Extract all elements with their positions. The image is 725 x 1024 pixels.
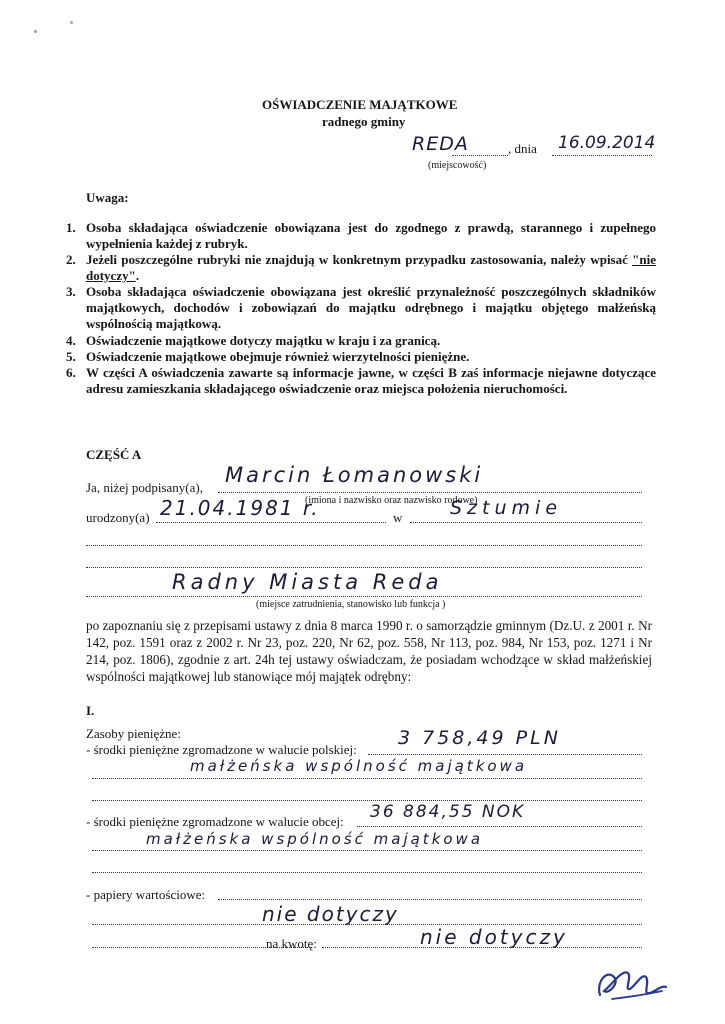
note-text: Osoba składająca oświadczenie obowiązana jest określić przynależność poszczególnych składników majątkowych, dochodów i zobowiązań do majątku odrębnego i majątku objętego małżeńską wspólnością majątkową. (86, 284, 656, 331)
foreign-value: 36 884,55 NOK (370, 802, 526, 822)
section-numeral: I. (86, 703, 95, 718)
blank-dotted-line (86, 545, 642, 546)
pln-note: małżeńska wspólność majątkowa (190, 757, 528, 775)
blank-dotted-line (92, 872, 642, 873)
note-text: W części A oświadczenia zawarte są informacje jawne, w części B zaś informacje niejawne dotyczące adresu zamieszkania składającego oświadczenie oraz miejsca położenia nieruchomości. (86, 365, 656, 396)
note-item-4 (66, 333, 656, 349)
note-text: Osoba składająca oświadczenie obowiązana jest do zgodnego z prawdą, starannego i zupełnego wypełnienia każdej z rubryk. (86, 220, 656, 251)
note-text: Jeżeli poszczególne rubryki nie znajdują w konkretnym przypadku zastosowania, należy wpisać (86, 252, 633, 267)
securities-dotted-line (218, 899, 642, 900)
foreign-note-dotted-line (92, 850, 642, 851)
date-prefix: , dnia (508, 141, 537, 156)
name-dotted-line (218, 492, 642, 493)
born-label: urodzony(a) (86, 510, 150, 525)
signature-initials (592, 955, 672, 1005)
amount-dotted-line (322, 947, 642, 948)
foreign-label: - środki pieniężne zgromadzone w walucie obcej: (86, 814, 344, 829)
blank-dotted-line (92, 800, 642, 801)
foreign-note: małżeńska wspólność majątkowa (146, 830, 484, 848)
signed-label: Ja, niżej podpisany(a), (86, 480, 203, 495)
legal-statement: po zapoznaniu się z przepisami ustawy z dnia 8 marca 1990 r. o samorządzie gminnym (Dz.U. z 2001 r. Nr 142, poz. 1591 oraz z 2002 r. Nr 23, poz. 220, Nr 62, poz. 558, Nr 113, poz. 984, Nr 153, poz. 1271 i Nr 214, poz. 1806), zgodnie z art. 24h tej ustawy oświadczam, że posiadam wchodzące w skład małżeńskiej wspólności majątkowej lub stanowiące mój majątek odrębny: (86, 618, 652, 684)
note-text-end: . (135, 268, 140, 283)
place-caption: (miejscowość) (428, 160, 487, 171)
note-number: 6. (66, 365, 76, 380)
form-subtitle: radnego gminy (322, 114, 406, 129)
pln-dotted-line (368, 754, 642, 755)
amount-label: na kwotę: (266, 936, 317, 951)
amount-value: nie dotyczy (420, 925, 568, 949)
foreign-dotted-line (357, 826, 642, 827)
note-item-2 (66, 252, 656, 284)
blank-dotted-line (86, 567, 642, 568)
note-item-3 (66, 284, 656, 332)
born-date-dotted-line (156, 522, 386, 523)
note-item-5 (66, 349, 656, 365)
note-text: Oświadczenie majątkowe obejmuje również wierzytelności pieniężne. (86, 349, 470, 364)
scan-speck (34, 30, 37, 33)
place-value: REDA (412, 133, 469, 155)
scan-speck (70, 21, 73, 24)
name-caption: (imiona i nazwisko oraz nazwisko rodowe) (305, 495, 478, 506)
resources-label: Zasoby pieniężne: (86, 726, 181, 741)
position-dotted-line (86, 596, 642, 597)
place-dotted-line (452, 155, 508, 156)
date-dotted-line (552, 155, 652, 156)
date-value: 16.09.2014 (558, 133, 656, 153)
position-caption: (miejsce zatrudnienia, stanowisko lub funkcja ) (256, 599, 446, 610)
pln-note-dotted-line (92, 778, 642, 779)
born-date-value: 21.04.1981 r. (160, 496, 320, 520)
pln-value: 3 758,49 PLN (398, 727, 561, 749)
note-item-1 (66, 220, 656, 252)
form-title: OŚWIADCZENIE MAJĄTKOWE (262, 97, 458, 112)
note-text: Oświadczenie majątkowe dotyczy majątku w kraju i za granicą. (86, 333, 441, 348)
note-item-6 (66, 365, 656, 397)
part-a-heading: CZĘŚĆ A (86, 447, 142, 462)
note-number: 1. (66, 220, 76, 235)
notes-heading: Uwaga: (86, 190, 129, 205)
securities-label: - papiery wartościowe: (86, 887, 206, 902)
note-number: 4. (66, 333, 76, 348)
securities-value: nie dotyczy (262, 902, 399, 926)
note-number: 3. (66, 284, 76, 299)
note-number: 5. (66, 349, 76, 364)
born-place-value: Sztumie (450, 497, 563, 519)
note-number: 2. (66, 252, 76, 267)
born-place-dotted-line (410, 522, 642, 523)
pln-label: - środki pieniężne zgromadzone w walucie polskiej: (86, 742, 357, 757)
born-in-label: w (393, 510, 403, 525)
note-text-underlined: "nie dotyczy" (86, 252, 656, 283)
position-value: Radny Miasta Reda (172, 570, 443, 594)
name-value: Marcin Łomanowski (225, 463, 484, 487)
